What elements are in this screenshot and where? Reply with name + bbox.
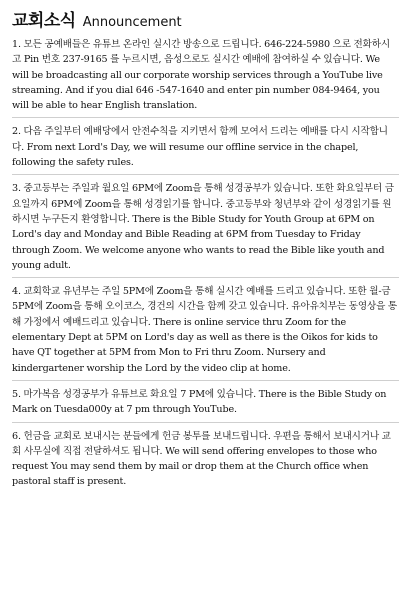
title-english: Announcement xyxy=(82,15,182,30)
divider xyxy=(12,277,399,278)
announcement-item-2 xyxy=(12,124,399,170)
announcement-item-1 xyxy=(12,37,399,113)
announcement-item-5 xyxy=(12,387,399,418)
announcement-text: 3. 중고등부는 주일과 월요일 6PM에 Zoom을 통해 성경공부가 있습니다. 또한 화요일부터 금요일까지 6PM에 Zoom을 통해 성경읽기를 합니다. 중고등부와 청년부와 같이 성경읽기를 원하시면 누구든지 환영합니다. There is the Bible Study for Youth Group at 6PM on Lord's day and Monday and Bible Reading at 6PM from Tuesday to Friday through Zoom. We welcome anyone who wants to read the Bible like youth and young adult. xyxy=(12,183,394,271)
announcement-item-6 xyxy=(12,429,399,490)
announcement-text: 5. 마가복음 성경공부가 유튜브로 화요일 7 PM에 있습니다. There is the Bible Study on Mark on Tuesda000y at 7 pm through YouTube. xyxy=(12,388,387,416)
announcement-text: 6. 헌금을 교회로 보내시는 분들에게 헌금 봉투를 보내드립니다. 우편을 통해서 보내시거나 교회 사무실에 직접 전달하셔도 됩니다. We will send offering envelopes to those who request You may send them by mail or drop them at the Church office when pastoral staff is present. xyxy=(12,430,391,488)
divider xyxy=(12,380,399,381)
divider xyxy=(12,422,399,423)
announcement-text: 1. 모든 공예배들은 유튜브 온라인 실시간 방송으로 드립니다. 646-224-5980 으로 전화하시고 Pin 번호 237-9165 를 누르시면, 음성으로도 실시간 예배에 참여하실 수 있습니다. We will be broadcasting all our corporate worship services through a YouTube live streaming. And if you dial 646 -547-1640 and enter pin number 084-9464, you will be able to hear English translation. xyxy=(12,39,390,112)
announcement-text: 4. 교회학교 유년부는 주일 5PM에 Zoom을 통해 실시간 예배를 드리고 있습니다. 또한 월-금 5PM에 Zoom을 통해 오이코스, 경건의 시간을 함께 갖고 있습니다. 유아유치부는 동영상을 통해 가정에서 예배드리고 있습니다. There is online service thru Zoom for the elementary Dept at 5PM on Lord's day as well as there is the Oikos for kids to have QT together at 5PM from Mon to Fri thru Zoom. Nursery and kindergartener worship the Lord by the video clip at home. xyxy=(12,286,398,374)
divider xyxy=(12,117,399,118)
announcement-header xyxy=(12,6,399,31)
announcement-text: 2. 다음 주일부터 예배당에서 안전수칙을 지키면서 함께 모여서 드리는 예배를 다시 시작합니다. From next Lord's Day, we will resume our offline service in the chapel, following the safety rules. xyxy=(12,126,388,169)
announcement-item-3 xyxy=(12,181,399,273)
divider xyxy=(12,174,399,175)
announcement-item-4 xyxy=(12,284,399,376)
title-korean: 교회소식 xyxy=(12,11,76,31)
